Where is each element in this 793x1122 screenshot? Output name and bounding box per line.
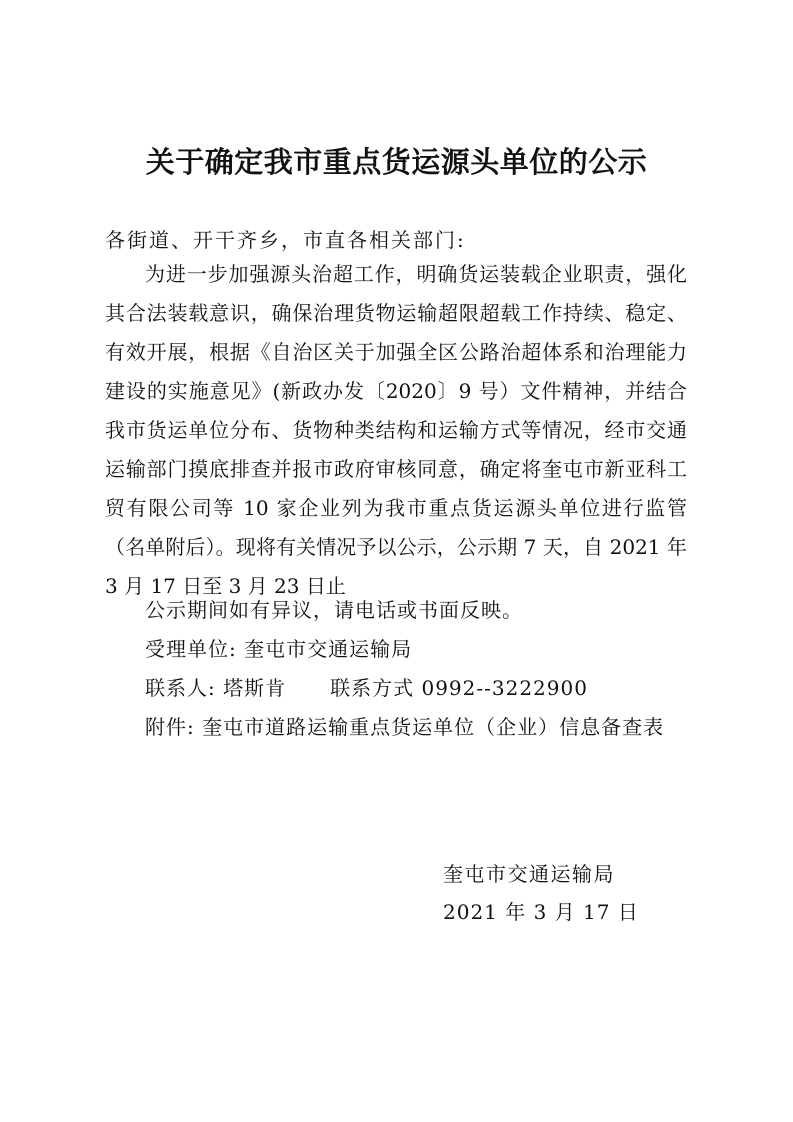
contact-line <box>145 676 588 700</box>
body-line: 其合法装载意识，确保治理货物运输超限超载工作持续、稳定、 <box>105 301 687 325</box>
objection-note: 公示期间如有异议，请电话或书面反映。 <box>145 598 523 622</box>
body-line: 有效开展，根据《自治区关于加强全区公路治超体系和治理能力 <box>105 340 687 364</box>
body-line: 我市货运单位分布、货物种类结构和运输方式等情况，经市交通 <box>105 418 687 442</box>
signature-date: 2021 年 3 月 17 日 <box>443 900 639 924</box>
body-line: 为进一步加强源头治超工作，明确货运装载企业职责，强化 <box>145 262 687 286</box>
handling-unit: 受理单位: 奎屯市交通运输局 <box>145 637 413 661</box>
document-title: 关于确定我市重点货运源头单位的公示 <box>145 145 648 179</box>
contact-person: 联系人: 塔斯肯 <box>145 676 287 700</box>
contact-method: 联系方式 0992--3222900 <box>330 676 588 700</box>
body-line: 贸有限公司等 10 家企业列为我市重点货运源头单位进行监管 <box>105 496 687 520</box>
body-line: 建设的实施意见》(新政办发〔2020〕9 号）文件精神，并结合 <box>105 379 687 403</box>
signature-organization: 奎屯市交通运输局 <box>443 862 615 886</box>
body-line: 运输部门摸底排查并报市政府审核同意，确定将奎屯市新亚科工 <box>105 457 687 481</box>
body-line: （名单附后）。现将有关情况予以公示，公示期 7 天，自 2021 年 <box>105 535 687 559</box>
body-line: 3 月 17 日至 3 月 23 日止 <box>105 574 346 598</box>
addressee-line: 各街道、开干齐乡，市直各相关部门: <box>105 228 466 252</box>
attachment-line: 附件: 奎屯市道路运输重点货运单位（企业）信息备查表 <box>145 715 665 739</box>
